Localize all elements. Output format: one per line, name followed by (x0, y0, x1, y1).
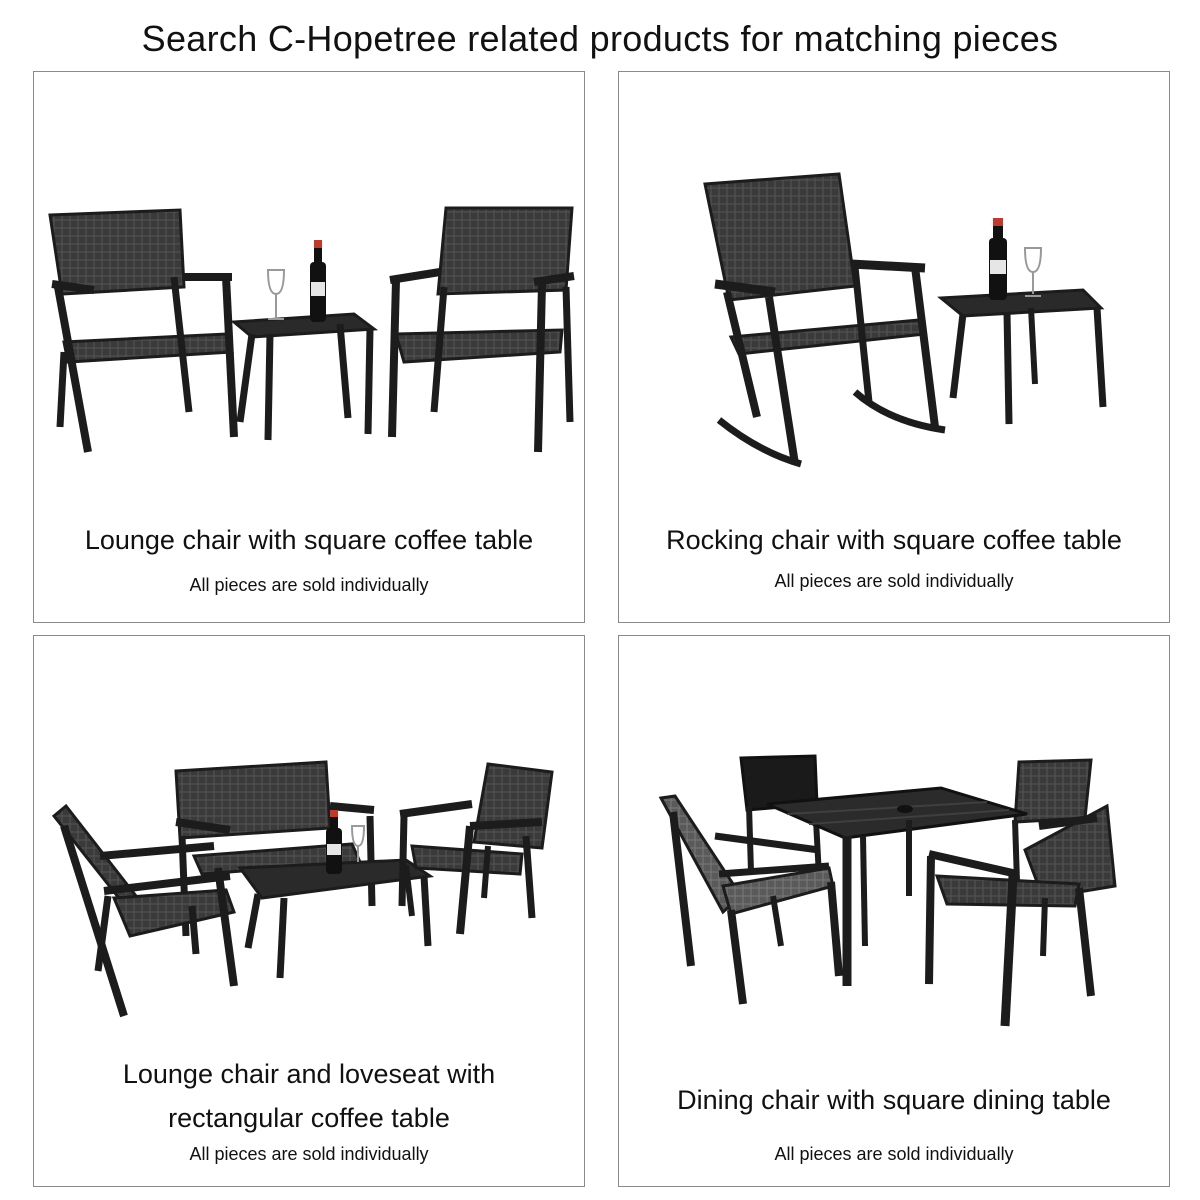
product-card-dining-set[interactable] (618, 635, 1170, 1187)
product-caption: Dining chair with square dining table (677, 1085, 1111, 1115)
sold-individually-note: All pieces are sold individually (774, 571, 1014, 591)
product-caption: Lounge chair with square coffee table (84, 525, 534, 555)
product-caption-line-2: rectangular coffee table (168, 1103, 450, 1133)
sold-individually-note: All pieces are sold individually (774, 1144, 1014, 1164)
product-caption: Rocking chair with square coffee table (666, 525, 1122, 555)
sold-individually-note: All pieces are sold individually (189, 1144, 429, 1164)
sold-individually-note: All pieces are sold individually (189, 575, 429, 595)
product-card-rocking-chair[interactable] (618, 71, 1170, 623)
product-caption-line-1: Lounge chair and loveseat with (122, 1059, 496, 1089)
page-title: Search C-Hopetree related products for matching pieces (141, 18, 1059, 59)
product-card-lounge-chair[interactable] (33, 71, 585, 623)
product-card-loveseat[interactable] (33, 635, 585, 1187)
